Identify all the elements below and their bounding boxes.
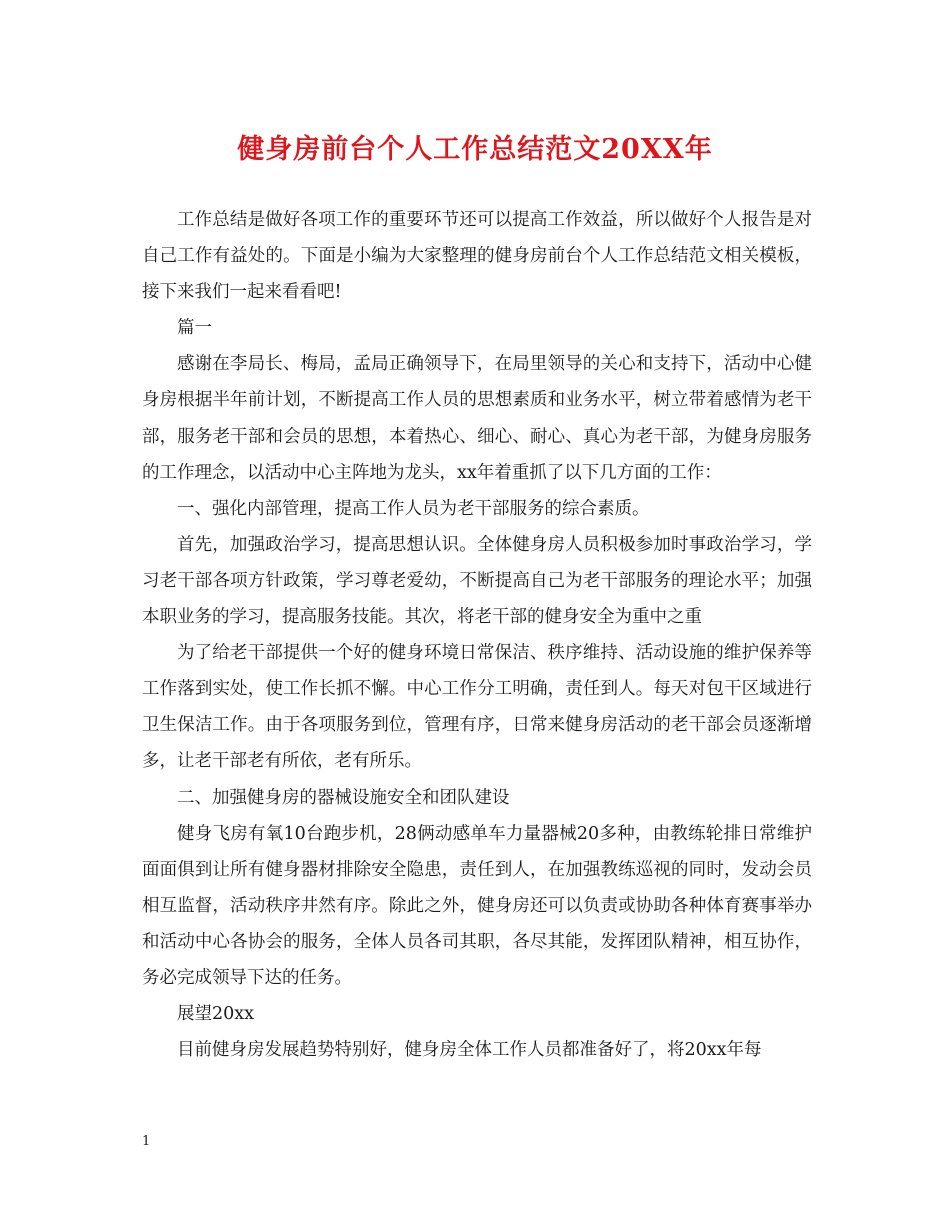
- body-paragraph: 首先，加强政治学习，提高思想认识。全体健身房人员积极参加时事政治学习，学习老干部各项方针政策，学习尊老爱幼，不断提高自己为老干部服务的理论水平；加强本职业务的学习，提高服务技能。其次，将老干部的健身安全为重中之重: [142, 534, 812, 628]
- document-title: 健身房前台个人工作总结范文20XX年: [237, 134, 713, 165]
- body-paragraph: 为了给老干部提供一个好的健身环境日常保洁、秩序维持、活动设施的维护保养等工作落到实处，使工作长抓不懈。中心工作分工明确，责任到人。每天对包干区域进行卫生保洁工作。由于各项服务到位，管理有序，日常来健身房活动的老干部会员逐渐增多，让老干部老有所依，老有所乐。: [142, 643, 812, 772]
- section-heading-part-one: 篇一: [177, 318, 212, 339]
- body-paragraph: 感谢在李局长、梅局，孟局正确领导下，在局里领导的关心和支持下，活动中心健身房根据半年前计划，不断提高工作人员的思想素质和业务水平，树立带着感情为老干部，服务老干部和会员的思想，本着热心、细心、耐心、真心为老干部，为健身房服务的工作理念，以活动中心主阵地为龙头，xx年着重抓了以下几方面的工作：: [142, 354, 812, 483]
- section-heading-1: 一、强化内部管理，提高工作人员为老干部服务的综合素质。: [177, 498, 650, 519]
- section-heading-outlook: 展望20xx: [177, 1004, 255, 1025]
- body-paragraph: 目前健身房发展趋势特别好，健身房全体工作人员都准备好了，将20xx年每: [177, 1040, 762, 1061]
- document-body: [142, 202, 812, 1068]
- body-paragraph: 健身飞房有氧10台跑步机，28俩动感单车力量器械20多种，由教练轮排日常维护面面俱到让所有健身器材排除安全隐患，责任到人，在加强教练巡视的同时，发动会员相互监督，活动秩序井然有序。除此之外，健身房还可以负责或协助各种体育赛事举办和活动中心各协会的服务，全体人员各司其职，各尽其能，发挥团队精神，相互协作，务必完成领导下达的任务。: [142, 823, 812, 988]
- page-number: 1: [142, 1134, 151, 1149]
- intro-paragraph: 工作总结是做好各项工作的重要环节还可以提高工作效益，所以做好个人报告是对自己工作有益处的。下面是小编为大家整理的健身房前台个人工作总结范文相关模板，接下来我们一起来看看吧!: [142, 210, 812, 303]
- section-heading-2: 二、加强健身房的器械设施安全和团队建设: [177, 787, 510, 808]
